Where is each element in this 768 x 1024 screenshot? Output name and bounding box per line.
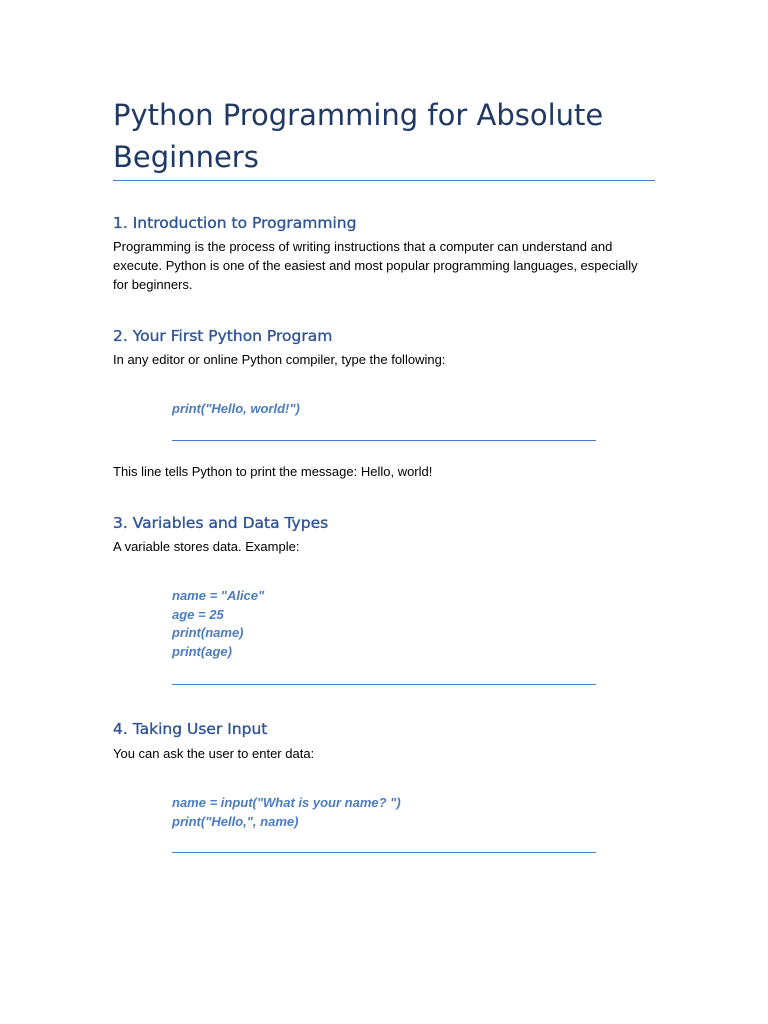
section-3-heading: 3. Variables and Data Types [113,514,329,532]
section-2-heading: 2. Your First Python Program [113,327,333,345]
section-3-intro: A variable stores data. Example: [113,539,300,554]
section-4-heading: 4. Taking User Input [113,720,268,738]
code-line: print(age) [172,643,232,659]
code-block-divider [172,852,596,853]
page-title: Python Programming for Absolute Beginners [113,98,604,174]
code-line: age = 25 [172,606,224,622]
title-underline [113,180,655,181]
code-line: name = "Alice" [172,588,265,603]
section-1-body: Programming is the process of writing instructions that a computer can understand and execute. Python is one of the easiest and most popular programming languages, especially for beginners. [113,239,638,292]
section-2-after: This line tells Python to print the message: Hello, world! [113,464,433,479]
code-line: name = input("What is your name? ") [172,795,401,810]
code-line: print(name) [172,625,244,640]
code-block-variables [172,587,264,661]
section-4-intro: You can ask the user to enter data: [113,746,315,761]
code-line: print("Hello,", name) [172,813,299,829]
section-1-heading: 1. Introduction to Programming [113,214,357,232]
code-block-divider [172,440,596,441]
code-block-hello [172,400,300,419]
code-line: print("Hello, world!") [172,401,300,416]
section-2-intro: In any editor or online Python compiler, type the following: [113,352,446,367]
code-block-input [172,794,401,831]
code-block-divider [172,684,596,685]
